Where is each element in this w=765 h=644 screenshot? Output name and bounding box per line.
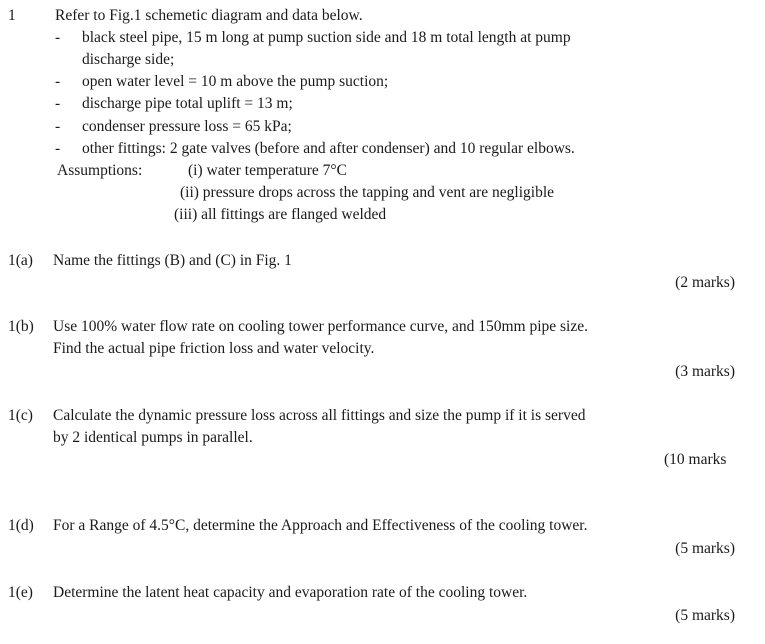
bullet-dash: - — [55, 118, 61, 135]
assumption-item: (i) water temperature 7°C — [188, 162, 347, 179]
assumptions-label: Assumptions: — [57, 162, 143, 179]
bullet-dash: - — [55, 29, 61, 46]
bullet-text: black steel pipe, 15 m long at pump suction side and 18 m total length at pump — [82, 29, 571, 46]
part-text: Name the fittings (B) and (C) in Fig. 1 — [53, 252, 292, 269]
part-text: Determine the latent heat capacity and evaporation rate of the cooling tower. — [53, 584, 528, 601]
bullet-text: condenser pressure loss = 65 kPa; — [82, 118, 292, 135]
part-label: 1(e) — [8, 584, 33, 601]
assumption-item: (iii) all fittings are flanged welded — [174, 206, 387, 223]
bullet-text-continued: discharge side; — [82, 51, 175, 68]
part-label: 1(c) — [8, 407, 33, 424]
bullet-dash: - — [55, 95, 61, 112]
part-text: Calculate the dynamic pressure loss across all fittings and size the pump if it is served — [53, 407, 586, 424]
assumption-item: (ii) pressure drops across the tapping and vent are negligible — [180, 184, 555, 201]
marks-label: (2 marks) — [675, 274, 735, 291]
bullet-dash: - — [55, 140, 61, 157]
marks-label: (10 marks — [664, 451, 727, 468]
bullet-text: other fittings: 2 gate valves (before and after condenser) and 10 regular elbows. — [82, 140, 575, 157]
marks-label: (3 marks) — [675, 363, 735, 380]
bullet-text: open water level = 10 m above the pump suction; — [82, 73, 389, 90]
part-text: For a Range of 4.5°C, determine the Approach and Effectiveness of the cooling tower. — [53, 517, 588, 534]
part-text-continued: by 2 identical pumps in parallel. — [53, 429, 253, 446]
bullet-dash: - — [55, 73, 61, 90]
part-text: Use 100% water flow rate on cooling tower performance curve, and 150mm pipe size. — [53, 318, 588, 335]
part-label: 1(b) — [8, 318, 34, 335]
marks-label: (5 marks) — [675, 540, 735, 557]
part-label: 1(a) — [8, 252, 33, 269]
bullet-text: discharge pipe total uplift = 13 m; — [82, 95, 293, 112]
question-number: 1 — [8, 7, 16, 24]
part-label: 1(d) — [8, 517, 34, 534]
marks-label: (5 marks) — [675, 607, 735, 624]
question-intro: Refer to Fig.1 schemetic diagram and data below. — [55, 7, 363, 24]
part-text-continued: Find the actual pipe friction loss and water velocity. — [53, 340, 375, 357]
